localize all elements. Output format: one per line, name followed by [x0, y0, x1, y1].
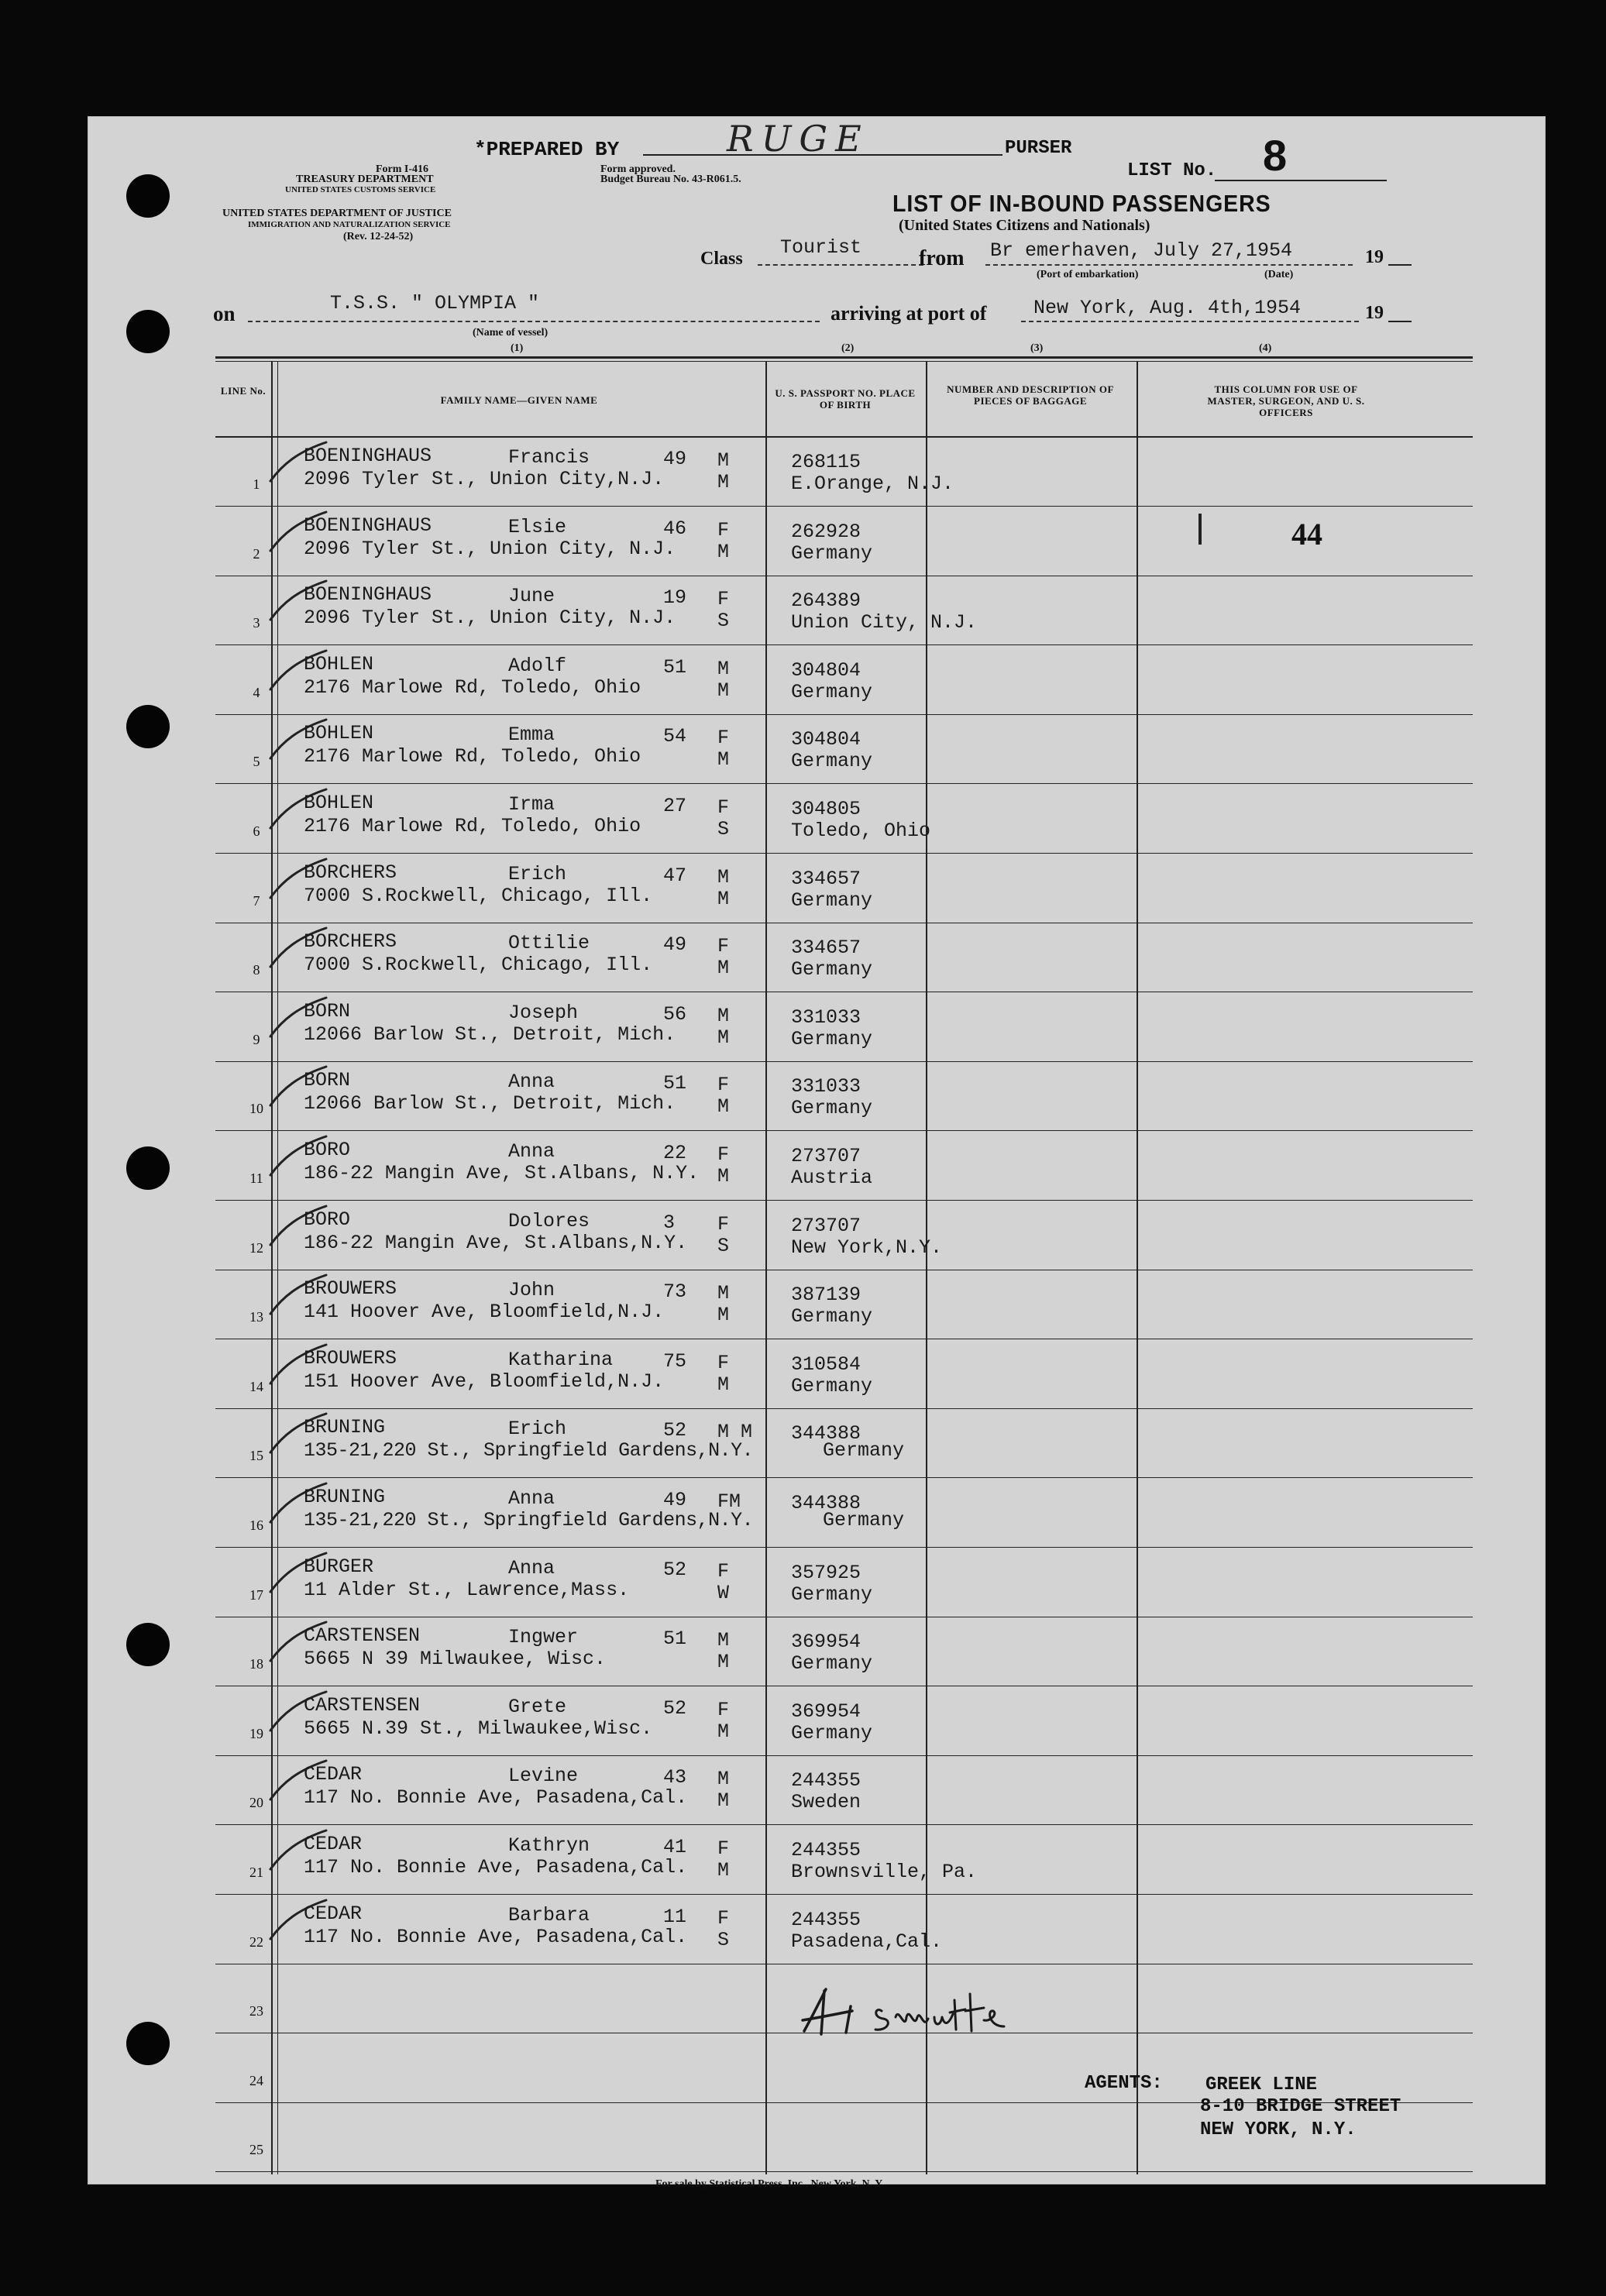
line-number: 7	[253, 893, 260, 909]
family-name: CEDAR	[304, 1902, 363, 1925]
sex: F	[717, 1143, 730, 1166]
marital-status: M	[717, 748, 730, 771]
family-name: BORO	[304, 1208, 351, 1231]
sex: F	[717, 1560, 730, 1583]
sex: M	[717, 1005, 730, 1027]
officers-note: 44	[1291, 517, 1322, 552]
row-rule	[215, 644, 1473, 645]
sex: F	[717, 935, 730, 957]
given-name: Anna	[508, 1557, 555, 1579]
line-number: 17	[249, 1587, 263, 1603]
place-of-birth: Germany	[791, 542, 873, 565]
form-approved: Form approved.	[600, 163, 676, 175]
passport-number: 244355	[791, 1769, 861, 1792]
age: 75	[663, 1350, 687, 1373]
family-name: CARSTENSEN	[304, 1624, 421, 1647]
given-name: June	[508, 585, 555, 607]
agents-line1: GREEK LINE	[1205, 2074, 1318, 2095]
sex: F	[717, 796, 730, 819]
address: 12066 Barlow St., Detroit, Mich.	[304, 1023, 676, 1046]
given-name: Irma	[508, 793, 555, 816]
sex: F	[717, 1699, 730, 1721]
col3-caption: (3)	[1030, 342, 1044, 354]
class-value: Tourist	[780, 236, 862, 259]
marital-status: W	[717, 1582, 730, 1604]
age: 52	[663, 1697, 687, 1720]
place-of-birth: Germany	[791, 1097, 873, 1119]
passport-number: 357925	[791, 1562, 861, 1584]
passport-number: 273707	[791, 1145, 861, 1167]
marital-status: M	[717, 1165, 730, 1188]
family-name: BOHLEN	[304, 792, 374, 814]
col-header-name: FAMILY NAME—GIVEN NAME	[440, 394, 598, 406]
vessel-underline	[248, 321, 820, 322]
age: 54	[663, 725, 687, 748]
list-number-underline	[1215, 180, 1387, 181]
age: 51	[663, 1627, 687, 1650]
given-name: John	[508, 1279, 555, 1301]
marital-status: M	[717, 1789, 730, 1812]
place-of-birth: Austria	[791, 1167, 873, 1189]
family-name: CARSTENSEN	[304, 1694, 421, 1717]
line-number: 24	[249, 2073, 263, 2088]
passport-number: 244355	[791, 1909, 861, 1931]
age: 46	[663, 517, 687, 540]
agents-line2: 8-10 BRIDGE STREET	[1200, 2096, 1401, 2117]
row-rule	[215, 1061, 1473, 1062]
date-caption: (Date)	[1264, 269, 1294, 280]
address: 7000 S.Rockwell, Chicago, Ill.	[304, 885, 653, 907]
list-number-value: 8	[1263, 131, 1288, 180]
age: 49	[663, 933, 687, 956]
agents-label: AGENTS:	[1085, 2073, 1163, 2094]
sex: F	[717, 1213, 730, 1236]
passport-number: 331033	[791, 1075, 861, 1098]
line-number: 23	[249, 2003, 263, 2019]
class-underline	[758, 264, 923, 266]
line-number: 8	[253, 962, 260, 978]
row-rule	[215, 1755, 1473, 1756]
row-rule	[215, 1547, 1473, 1548]
line-number: 18	[249, 1656, 263, 1672]
sex: F	[717, 519, 730, 541]
marital-status: M	[717, 1651, 730, 1673]
passport-number: 334657	[791, 937, 861, 959]
col-header-officers: THIS COLUMN FOR USE OF MASTER, SURGEON, AND U. S. OFFICERS	[1207, 383, 1365, 418]
form-number: Form I-416	[376, 163, 429, 175]
marital-status: S	[717, 818, 730, 840]
family-name: BURGER	[304, 1555, 374, 1578]
given-name: Anna	[508, 1487, 555, 1510]
place-of-birth: Germany	[823, 1439, 905, 1462]
line-number: 22	[249, 1934, 263, 1950]
family-name: BROUWERS	[304, 1277, 397, 1300]
line-number: 5	[253, 754, 260, 769]
arriving-label: arriving at port of	[831, 302, 987, 325]
col-header-passport: U. S. PASSPORT NO. PLACE OF BIRTH	[775, 387, 916, 411]
treasury-department: TREASURY DEPARTMENT	[296, 174, 434, 185]
address: 117 No. Bonnie Ave, Pasadena,Cal.	[304, 1926, 688, 1948]
sex: M	[717, 1768, 730, 1790]
age: 73	[663, 1280, 687, 1303]
place-of-birth: Germany	[791, 1722, 873, 1744]
given-name: Ingwer	[508, 1626, 579, 1648]
passport-number: 264389	[791, 589, 861, 612]
family-name: BORCHERS	[304, 930, 397, 953]
marital-status: M	[717, 957, 730, 979]
sex: M	[717, 449, 730, 472]
officer-signature	[790, 1983, 1038, 2045]
row-rule	[215, 1477, 1473, 1478]
passport-number: 304804	[791, 728, 861, 751]
passport-number: 369954	[791, 1700, 861, 1723]
from-label: from	[919, 246, 965, 270]
line-number: 21	[249, 1865, 263, 1880]
line-number: 19	[249, 1726, 263, 1741]
given-name: Adolf	[508, 655, 567, 677]
address: 2096 Tyler St., Union City, N.J.	[304, 538, 676, 560]
place-of-birth: Germany	[791, 681, 873, 703]
age: 19	[663, 586, 687, 609]
vessel-caption: (Name of vessel)	[473, 327, 549, 339]
header-bottom-rule	[215, 436, 1473, 438]
given-name: Erich	[508, 863, 567, 885]
place-of-birth: Germany	[791, 1375, 873, 1397]
row-rule	[215, 1824, 1473, 1825]
age: 41	[663, 1836, 687, 1858]
list-number-label: LIST No.	[1127, 160, 1217, 181]
passport-number: 310584	[791, 1353, 861, 1376]
given-name: Anna	[508, 1071, 555, 1093]
prepared-by-signature: RUGE	[727, 118, 869, 160]
line-number: 25	[249, 2142, 263, 2157]
family-name: CEDAR	[304, 1833, 363, 1855]
sex: M	[717, 866, 730, 888]
department-of-justice: UNITED STATES DEPARTMENT OF JUSTICE	[222, 208, 452, 219]
row-rule	[215, 1130, 1473, 1131]
family-name: BOENINGHAUS	[304, 445, 432, 467]
family-name: BOENINGHAUS	[304, 583, 432, 606]
place-of-birth: Germany	[791, 1305, 873, 1328]
sex: M	[717, 1282, 730, 1304]
row-rule	[215, 506, 1473, 507]
sex: FM	[717, 1490, 741, 1513]
address: 117 No. Bonnie Ave, Pasadena,Cal.	[304, 1786, 688, 1809]
form-subtitle: (United States Citizens and Nationals)	[899, 217, 1150, 234]
family-name: BOHLEN	[304, 722, 374, 744]
passport-number: 369954	[791, 1631, 861, 1653]
passport-number: 244355	[791, 1839, 861, 1861]
age: 49	[663, 1489, 687, 1511]
marital-status: S	[717, 1235, 730, 1257]
age: 47	[663, 864, 687, 887]
passport-col-rule	[765, 362, 767, 2174]
binder-hole	[126, 705, 170, 748]
table-top-rule-2	[215, 361, 1473, 362]
sex: F	[717, 727, 730, 749]
binder-hole	[126, 2022, 170, 2065]
address: 2176 Marlowe Rd, Toledo, Ohio	[304, 745, 641, 768]
given-name: Barbara	[508, 1904, 590, 1927]
officers-mark	[1198, 514, 1202, 545]
sex: M	[717, 1629, 730, 1652]
immigration-service: IMMIGRATION AND NATURALIZATION SERVICE	[248, 220, 451, 229]
place-of-birth: Germany	[823, 1509, 905, 1531]
age: 43	[663, 1766, 687, 1789]
vessel-name: T.S.S. " OLYMPIA "	[330, 292, 540, 314]
binder-hole	[126, 174, 170, 218]
marital-status: M	[717, 1859, 730, 1882]
age: 3	[663, 1212, 676, 1234]
line-number: 2	[253, 546, 260, 562]
family-name: BOHLEN	[304, 653, 374, 675]
age: 27	[663, 795, 687, 817]
form-title: LIST OF IN-BOUND PASSENGERS	[892, 190, 1271, 217]
officers-col-rule	[1137, 362, 1138, 2174]
place-of-birth: Germany	[791, 1652, 873, 1675]
row-rule	[215, 2171, 1473, 2172]
address: 186-22 Mangin Ave, St.Albans,N.Y.	[304, 1232, 688, 1254]
address: 151 Hoover Ave, Bloomfield,N.J.	[304, 1370, 665, 1393]
col2-caption: (2)	[841, 342, 855, 354]
on-label: on	[213, 302, 236, 325]
line-number: 11	[249, 1170, 263, 1186]
passport-number: 344388	[791, 1422, 861, 1445]
address: 2176 Marlowe Rd, Toledo, Ohio	[304, 815, 641, 837]
row-rule	[215, 783, 1473, 784]
address: 186-22 Mangin Ave, St.Albans, N.Y.	[304, 1162, 700, 1184]
line-number: 4	[253, 685, 260, 700]
passport-number: 334657	[791, 868, 861, 890]
line-number: 10	[249, 1101, 263, 1116]
arrival-port-date: New York, Aug. 4th,1954	[1033, 297, 1302, 319]
marital-status: M	[717, 541, 730, 563]
place-of-birth: Germany	[791, 1583, 873, 1606]
address: 12066 Barlow St., Detroit, Mich.	[304, 1092, 676, 1115]
passport-number: 331033	[791, 1006, 861, 1029]
arrival-underline	[1021, 321, 1359, 322]
age: 51	[663, 656, 687, 679]
year-suffix-2: 19	[1365, 303, 1384, 323]
budget-bureau: Budget Bureau No. 43-R061.5.	[600, 174, 741, 185]
year-suffix: 19	[1365, 247, 1384, 267]
sex: M	[717, 658, 730, 680]
family-name: BOENINGHAUS	[304, 514, 432, 537]
marital-status: M	[717, 471, 730, 493]
family-name: BORO	[304, 1139, 351, 1161]
sex: F	[717, 1907, 730, 1930]
marital-status: S	[717, 610, 730, 632]
marital-status: M	[717, 1026, 730, 1049]
given-name: Grete	[508, 1696, 567, 1718]
family-name: BRUNING	[304, 1416, 386, 1438]
given-name: Elsie	[508, 516, 567, 538]
footer-printer: For sale by Statistical Press, Inc., New York, N. Y.	[655, 2178, 885, 2190]
address: 11 Alder St., Lawrence,Mass.	[304, 1579, 630, 1601]
given-name: Kathryn	[508, 1834, 590, 1857]
passport-number: 262928	[791, 521, 861, 543]
sex: F	[717, 588, 730, 610]
address: 2096 Tyler St., Union City, N.J.	[304, 607, 676, 629]
col4-caption: (4)	[1259, 342, 1272, 354]
port-embarkation-caption: (Port of embarkation)	[1037, 269, 1139, 280]
place-of-birth: Pasadena,Cal.	[791, 1930, 943, 1953]
from-underline	[985, 264, 1353, 266]
age: 11	[663, 1906, 687, 1928]
age: 52	[663, 1419, 687, 1442]
age: 51	[663, 1072, 687, 1095]
binder-hole	[126, 1623, 170, 1666]
address: 2096 Tyler St., Union City,N.J.	[304, 468, 665, 490]
col-header-baggage: NUMBER AND DESCRIPTION OF PIECES OF BAGGAGE	[947, 383, 1114, 407]
place-of-birth: E.Orange, N.J.	[791, 473, 954, 495]
marital-status: S	[717, 1929, 730, 1951]
marital-status: M	[717, 1373, 730, 1396]
place-of-birth: Germany	[791, 958, 873, 981]
year-underline-2	[1388, 321, 1412, 322]
row-rule	[215, 1200, 1473, 1201]
marital-status: M	[717, 888, 730, 910]
class-label: Class	[700, 249, 743, 269]
passport-number: 268115	[791, 451, 861, 473]
place-of-birth: Germany	[791, 1028, 873, 1050]
row-rule	[215, 853, 1473, 854]
given-name: Dolores	[508, 1210, 590, 1232]
address: 135-21,220 St., Springfield Gardens,N.Y.	[304, 1439, 754, 1462]
given-name: Erich	[508, 1418, 567, 1440]
place-of-birth: New York,N.Y.	[791, 1236, 943, 1259]
line-number: 1	[253, 476, 260, 492]
line-number: 15	[249, 1448, 263, 1463]
line-number: 16	[249, 1517, 263, 1533]
sex: M M	[717, 1421, 753, 1443]
marital-status: M	[717, 679, 730, 702]
address: 5665 N 39 Milwaukee, Wisc.	[304, 1648, 607, 1670]
given-name: Levine	[508, 1765, 579, 1787]
given-name: Ottilie	[508, 932, 590, 954]
year-underline	[1388, 264, 1412, 266]
given-name: Katharina	[508, 1349, 614, 1371]
agents-line3: NEW YORK, N.Y.	[1200, 2119, 1357, 2140]
purser-label: PURSER	[1005, 138, 1072, 159]
line-number: 12	[249, 1240, 263, 1256]
given-name: Francis	[508, 446, 590, 469]
binder-hole	[126, 1146, 170, 1190]
sex: F	[717, 1074, 730, 1096]
family-name: BORN	[304, 1000, 351, 1023]
line-number: 14	[249, 1379, 263, 1394]
sex: F	[717, 1352, 730, 1374]
embarkation-value: Br emerhaven, July 27,1954	[990, 239, 1293, 262]
binder-hole	[126, 310, 170, 353]
address: 5665 N.39 St., Milwaukee,Wisc.	[304, 1717, 653, 1740]
given-name: Anna	[508, 1140, 555, 1163]
address: 2176 Marlowe Rd, Toledo, Ohio	[304, 676, 641, 699]
passport-number: 344388	[791, 1492, 861, 1514]
marital-status: M	[717, 1095, 730, 1118]
row-rule	[215, 1408, 1473, 1409]
address: 141 Hoover Ave, Bloomfield,N.J.	[304, 1301, 665, 1323]
address: 135-21,220 St., Springfield Gardens,N.Y.	[304, 1509, 754, 1531]
place-of-birth: Germany	[791, 750, 873, 772]
place-of-birth: Sweden	[791, 1791, 861, 1813]
row-rule	[215, 714, 1473, 715]
place-of-birth: Union City, N.J.	[791, 611, 978, 634]
sex: F	[717, 1837, 730, 1860]
passport-number: 304804	[791, 659, 861, 682]
line-number: 6	[253, 823, 260, 839]
family-name: CEDAR	[304, 1763, 363, 1786]
marital-status: M	[717, 1304, 730, 1326]
address: 7000 S.Rockwell, Chicago, Ill.	[304, 954, 653, 976]
given-name: Joseph	[508, 1002, 579, 1024]
age: 49	[663, 448, 687, 470]
passport-number: 273707	[791, 1215, 861, 1237]
line-number: 20	[249, 1795, 263, 1810]
passport-number: 304805	[791, 798, 861, 820]
col1-caption: (1)	[511, 342, 524, 354]
family-name: BORN	[304, 1069, 351, 1091]
passport-number: 387139	[791, 1284, 861, 1306]
customs-service: UNITED STATES CUSTOMS SERVICE	[285, 185, 436, 194]
revision-date: (Rev. 12-24-52)	[343, 231, 414, 242]
place-of-birth: Brownsville, Pa.	[791, 1861, 978, 1883]
line-number: 3	[253, 615, 260, 631]
family-name: BROUWERS	[304, 1347, 397, 1370]
given-name: Emma	[508, 724, 555, 746]
line-number: 13	[249, 1309, 263, 1325]
age: 22	[663, 1142, 687, 1164]
baggage-col-rule	[926, 362, 927, 2174]
table-top-rule	[215, 356, 1473, 359]
place-of-birth: Toledo, Ohio	[791, 820, 931, 842]
family-name: BORCHERS	[304, 861, 397, 884]
place-of-birth: Germany	[791, 889, 873, 912]
age: 56	[663, 1003, 687, 1026]
address: 117 No. Bonnie Ave, Pasadena,Cal.	[304, 1856, 688, 1878]
age: 52	[663, 1559, 687, 1581]
prepared-by-label: *PREPARED BY	[474, 138, 620, 161]
row-rule	[215, 1894, 1473, 1895]
line-number: 9	[253, 1032, 260, 1047]
marital-status: M	[717, 1720, 730, 1743]
family-name: BRUNING	[304, 1486, 386, 1508]
col-header-line: LINE No.	[220, 385, 267, 397]
